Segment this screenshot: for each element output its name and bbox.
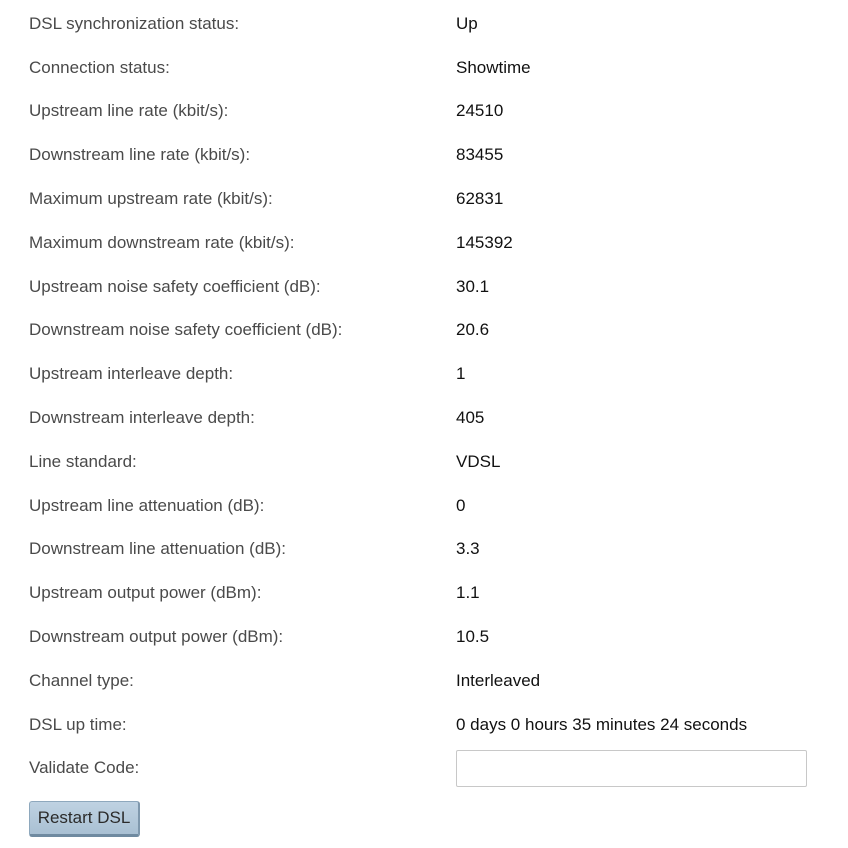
row-value: 1 — [456, 364, 466, 384]
row-max-downstream-rate — [29, 221, 819, 265]
row-value: VDSL — [456, 451, 501, 471]
row-value: 30.1 — [456, 276, 490, 296]
row-value: 24510 — [456, 101, 504, 121]
row-label: Downstream noise safety coefficient (dB): — [29, 320, 343, 340]
row-label: Upstream line rate (kbit/s): — [29, 101, 229, 121]
row-upstream-noise-safety — [29, 265, 819, 309]
row-upstream-line-attenuation — [29, 484, 819, 528]
row-dsl-up-time — [29, 703, 819, 747]
row-dsl-sync-status — [29, 2, 819, 46]
row-label: DSL up time: — [29, 714, 127, 734]
row-value: 0 — [456, 495, 466, 515]
row-connection-status — [29, 46, 819, 90]
row-max-upstream-rate — [29, 177, 819, 221]
row-value: Up — [456, 13, 478, 33]
row-value: 62831 — [456, 189, 504, 209]
row-value: 405 — [456, 408, 485, 428]
row-downstream-line-attenuation — [29, 528, 819, 572]
row-value: 3.3 — [456, 539, 480, 559]
row-label: Upstream noise safety coefficient (dB): — [29, 276, 321, 296]
row-label: Line standard: — [29, 451, 137, 471]
row-upstream-output-power — [29, 571, 819, 615]
row-value: 0 days 0 hours 35 minutes 24 seconds — [456, 714, 748, 734]
row-channel-type — [29, 659, 819, 703]
row-upstream-line-rate — [29, 90, 819, 134]
row-downstream-interleave-depth — [29, 396, 819, 440]
row-label: Connection status: — [29, 57, 170, 77]
validate-code-input[interactable] — [456, 750, 807, 787]
row-value: 1.1 — [456, 583, 480, 603]
row-value: 10.5 — [456, 627, 490, 647]
row-label: Downstream interleave depth: — [29, 408, 255, 428]
row-label: Upstream line attenuation (dB): — [29, 495, 265, 515]
validate-code-label: Validate Code: — [29, 758, 140, 778]
row-value: Interleaved — [456, 670, 541, 690]
row-label: Downstream line attenuation (dB): — [29, 539, 287, 559]
row-value: 20.6 — [456, 320, 490, 340]
row-label: Downstream output power (dBm): — [29, 627, 284, 647]
row-label: Maximum downstream rate (kbit/s): — [29, 232, 295, 252]
row-upstream-interleave-depth — [29, 352, 819, 396]
row-line-standard — [29, 440, 819, 484]
row-value: 83455 — [456, 145, 504, 165]
row-value: Showtime — [456, 57, 531, 77]
row-label: Downstream line rate (kbit/s): — [29, 145, 251, 165]
row-downstream-output-power — [29, 615, 819, 659]
row-downstream-noise-safety — [29, 309, 819, 353]
row-label: Upstream output power (dBm): — [29, 583, 262, 603]
row-label: Maximum upstream rate (kbit/s): — [29, 189, 273, 209]
restart-dsl-button[interactable]: Restart DSL — [29, 801, 140, 837]
row-downstream-line-rate — [29, 133, 819, 177]
row-validate-code — [29, 747, 819, 791]
row-label: DSL synchronization status: — [29, 13, 240, 33]
row-value: 145392 — [456, 232, 513, 252]
row-label: Upstream interleave depth: — [29, 364, 234, 384]
row-label: Channel type: — [29, 670, 134, 690]
dsl-status-table — [29, 2, 819, 790]
